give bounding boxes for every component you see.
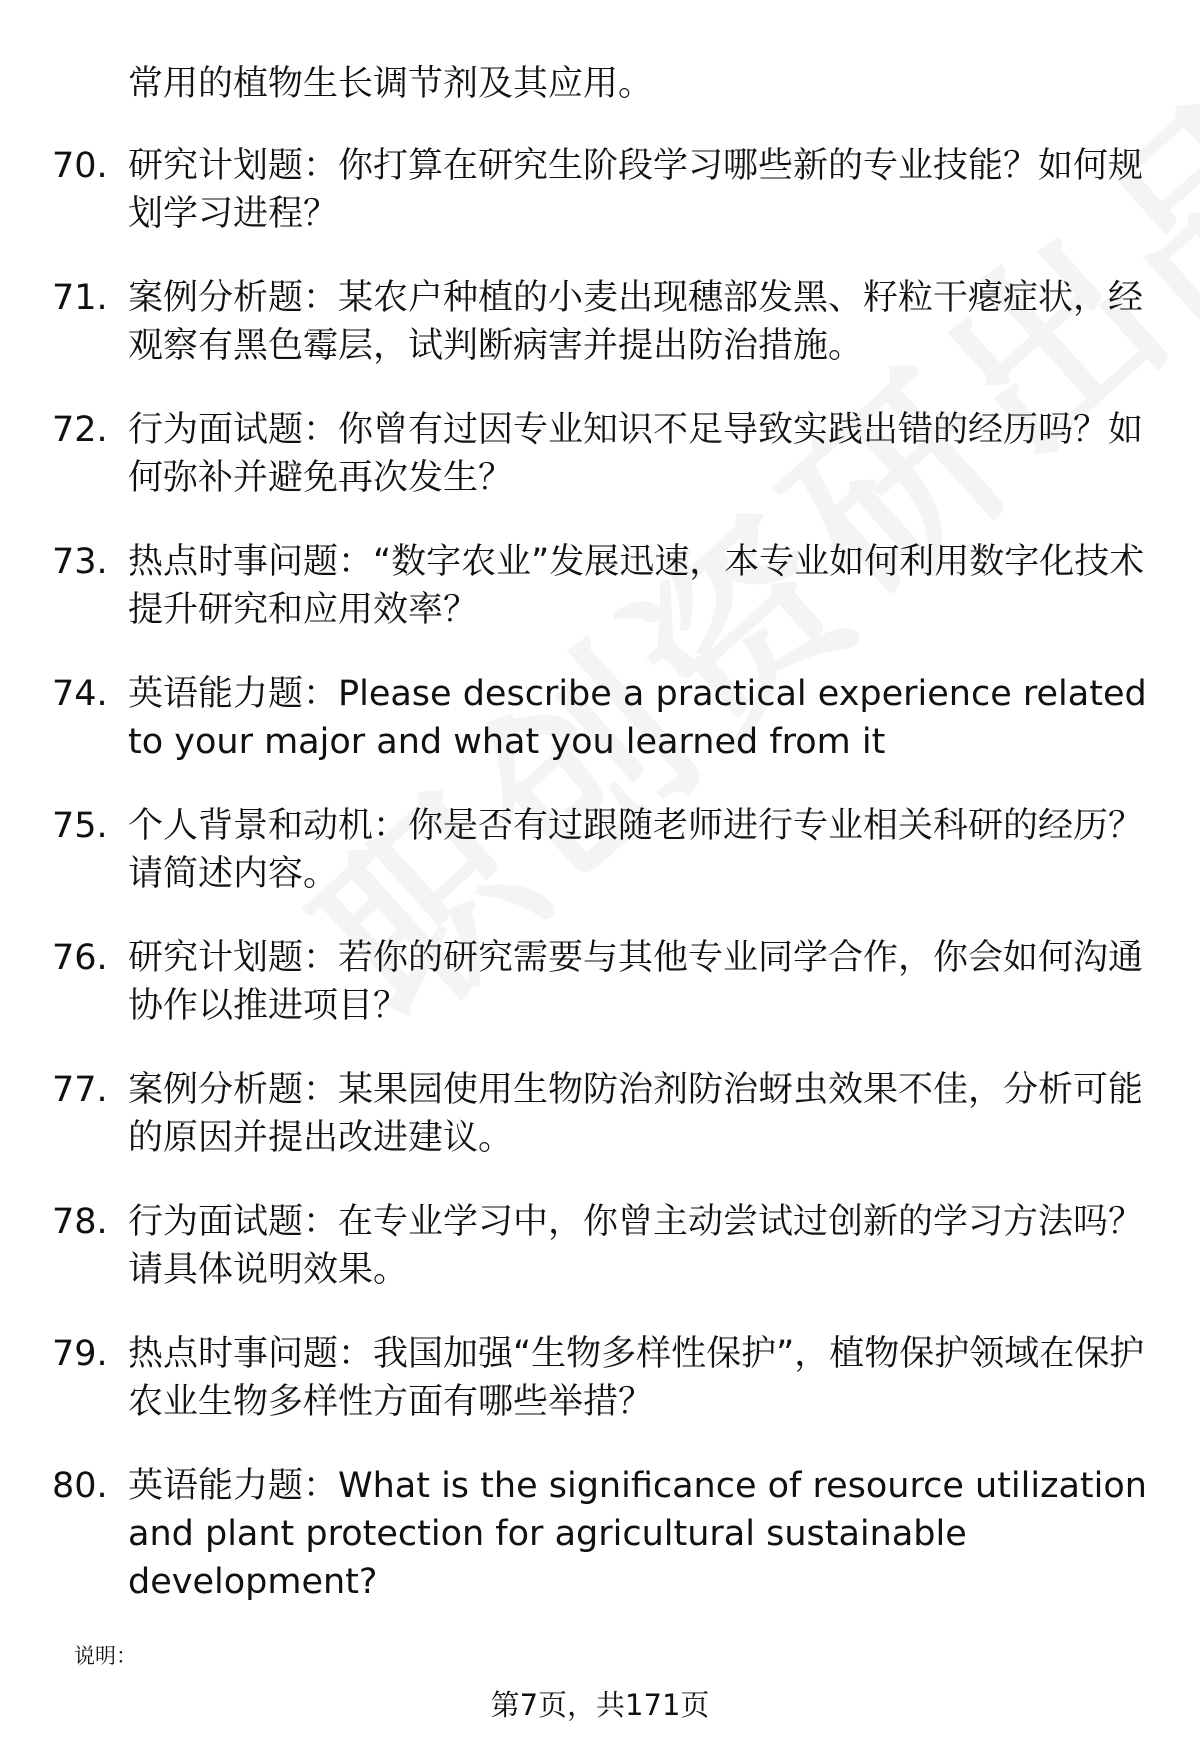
- question-text: 行为面试题：你曾有过因专业知识不足导致实践出错的经历吗？如何弥补并避免再次发生？: [128, 410, 1144, 498]
- page-indicator: 第7页，共171页: [490, 1688, 710, 1722]
- question-number: 76.: [52, 938, 108, 978]
- question-text: 英语能力题：What is the significance of resource utilization and plant protection for agricultural sustainable development?: [128, 1466, 1147, 1602]
- question-list: [48, 142, 1158, 1642]
- question-item: [48, 406, 1158, 502]
- question-item: [48, 670, 1158, 766]
- question-text: 案例分析题：某果园使用生物防治剂防治蚜虫效果不佳，分析可能的原因并提出改进建议。: [128, 1070, 1144, 1158]
- question-number: 77.: [52, 1070, 108, 1110]
- question-text: 研究计划题：你打算在研究生阶段学习哪些新的专业技能？如何规划学习进程？: [128, 146, 1144, 234]
- note-label: 说明：: [74, 1644, 137, 1668]
- question-item: [48, 274, 1158, 370]
- question-text: 案例分析题：某农户种植的小麦出现穗部发黑、籽粒干瘪症状，经观察有黑色霉层，试判断病害并提出防治措施。: [128, 278, 1144, 366]
- question-text: 行为面试题：在专业学习中，你曾主动尝试过创新的学习方法吗？请具体说明效果。: [128, 1202, 1144, 1290]
- question-text: 个人背景和动机：你是否有过跟随老师进行专业相关科研的经历？请简述内容。: [128, 806, 1144, 894]
- question-item: [48, 802, 1158, 898]
- question-item: [48, 1330, 1158, 1426]
- question-number: 72.: [52, 410, 108, 450]
- question-item: [48, 934, 1158, 1030]
- question-number: 73.: [52, 542, 108, 582]
- question-number: 79.: [52, 1334, 108, 1374]
- question-text: 英语能力题：Please describe a practical experience related to your major and what you learned from it: [128, 674, 1147, 762]
- question-item: [48, 142, 1158, 238]
- question-number: 80.: [52, 1466, 108, 1506]
- question-number: 75.: [52, 806, 108, 846]
- question-text: 热点时事问题：“数字农业”发展迅速，本专业如何利用数字化技术提升研究和应用效率？: [128, 542, 1145, 630]
- question-item: [48, 1462, 1158, 1606]
- question-item: [48, 1198, 1158, 1294]
- question-number: 74.: [52, 674, 108, 714]
- question-number: 71.: [52, 278, 108, 318]
- question-text: 热点时事问题：我国加强“生物多样性保护”，植物保护领域在保护农业生物多样性方面有哪些举措？: [128, 1334, 1145, 1422]
- question-text: 研究计划题：若你的研究需要与其他专业同学合作，你会如何沟通协作以推进项目？: [128, 938, 1144, 1026]
- continued-text: 常用的植物生长调节剂及其应用。: [128, 64, 654, 104]
- question-number: 70.: [52, 146, 108, 186]
- question-item: [48, 1066, 1158, 1162]
- question-number: 78.: [52, 1202, 108, 1242]
- question-item: [48, 538, 1158, 634]
